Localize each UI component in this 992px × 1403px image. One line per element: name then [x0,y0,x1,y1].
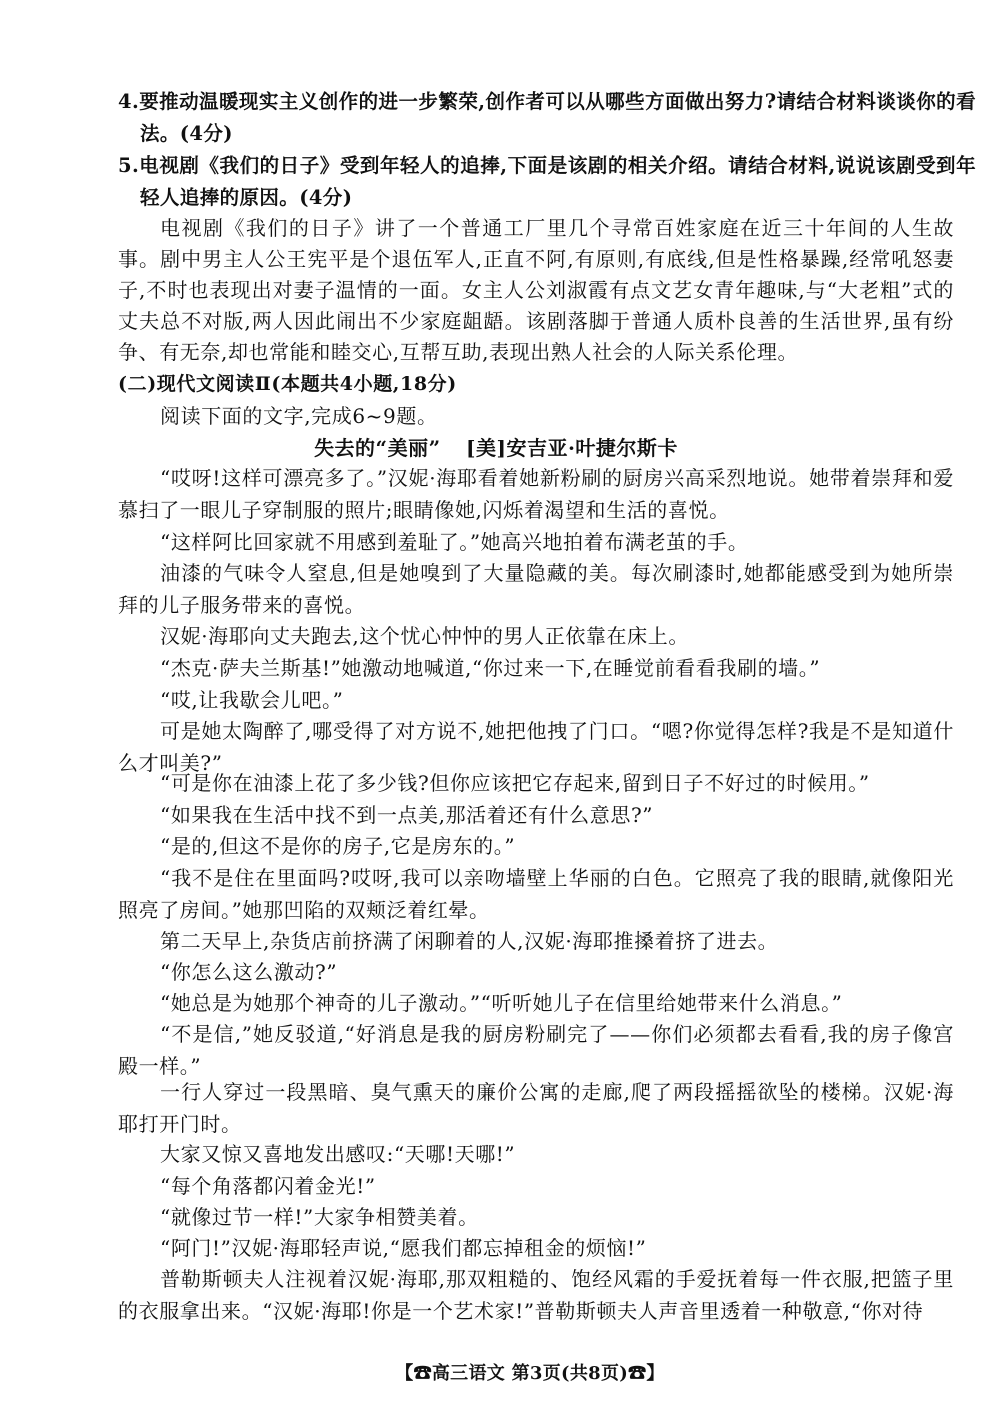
story-title-line [0,432,992,464]
story-paragraph: “哎,让我歇会儿吧。” [160,688,344,712]
page-footer: 【☎高三语文 第3页(共8页)☎】 [395,1363,665,1384]
story-paragraph: “可是你在油漆上花了多少钱?但你应该把它存起来,留到日子不好过的时候用。” [160,771,870,795]
story-paragraph: 大家又惊又喜地发出感叹:“天哪!天哪!” [160,1142,516,1166]
story-paragraph: “如果我在生活中找不到一点美,那活着还有什么意思?” [160,803,654,827]
story-paragraph: “就像过节一样!”大家争相赞美着。 [160,1205,479,1229]
story-paragraph: 可是她太陶醉了,哪受得了对方说不,她把他拽了门口。“嗯?你觉得怎样?我是不是知道什么才叫美?” [118,719,954,775]
story-paragraph: “每个角落都闪着金光!” [160,1174,376,1198]
question-5: 5.电视剧《我们的日子》受到年轻人的追捧,下面是该剧的相关介绍。请结合材料,说说该剧受到年轻人追捧的原因。(4分) [118,154,976,209]
story-paragraph: 第二天早上,杂货店前挤满了闲聊着的人,汉妮·海耶推搡着挤了进去。 [160,929,779,953]
story-paragraph: 汉妮·海耶向丈夫跑去,这个忧心忡忡的男人正依靠在床上。 [160,624,689,648]
story-paragraph: “是的,但这不是你的房子,它是房东的。” [160,834,516,858]
story-paragraph: “哎呀!这样可漂亮多了。”汉妮·海耶看着她新粉刷的厨房兴高采烈地说。她带着崇拜和爱慕扫了一眼儿子穿制服的照片;眼睛像她,闪烁着渴望和生活的喜悦。 [118,466,954,522]
story-paragraph: “阿门!”汉妮·海耶轻声说,“愿我们都忘掉租金的烦恼!” [160,1236,647,1260]
story-paragraph: “我不是住在里面吗?哎呀,我可以亲吻墙壁上华丽的白色。它照亮了我的眼睛,就像阳光照亮了房间。”她那凹陷的双颊泛着红晕。 [118,866,954,922]
reading-instruction: 阅读下面的文字,完成6~9题。 [160,404,438,428]
story-paragraph: 油漆的气味令人窒息,但是她嗅到了大量隐藏的美。每次刷漆时,她都能感受到为她所崇拜的儿子服务带来的喜悦。 [118,561,954,617]
story-title: 失去的“美丽” [314,436,441,460]
story-paragraph: 普勒斯顿夫人注视着汉妮·海耶,那双粗糙的、饱经风霜的手爱抚着每一件衣服,把篮子里的衣服拿出来。“汉妮·海耶!你是一个艺术家!”普勒斯顿夫人声音里透着一种敬意,“你对待 [118,1267,954,1323]
question-4: 4.要推动温暖现实主义创作的进一步繁荣,创作者可以从哪些方面做出努力?请结合材料谈谈你的看法。(4分) [118,90,976,145]
story-paragraph: “她总是为她那个神奇的儿子激动。”“听听她儿子在信里给她带来什么消息。” [160,991,843,1015]
story-paragraph: “你怎么这么激动?” [160,960,338,984]
story-paragraph: “杰克·萨夫兰斯基!”她激动地喊道,“你过来一下,在睡觉前看看我刷的墙。” [160,656,821,680]
section-heading: (二)现代文阅读Ⅱ(本题共4小题,18分) [118,373,457,395]
story-paragraph: 一行人穿过一段黑暗、臭气熏天的廉价公寓的走廊,爬了两段摇摇欲坠的楼梯。汉妮·海耶打开门时。 [118,1080,954,1136]
story-author: [美]安吉亚·叶捷尔斯卡 [466,436,678,460]
story-paragraph: “不是信,”她反驳道,“好消息是我的厨房粉刷完了——你们必须都去看看,我的房子像宫殿一样。” [118,1022,954,1078]
story-paragraph: “这样阿比回家就不用感到羞耻了。”她高兴地拍着布满老茧的手。 [160,530,749,554]
drama-introduction: 电视剧《我们的日子》讲了一个普通工厂里几个寻常百姓家庭在近三十年间的人生故事。剧中男主人公王宪平是个退伍军人,正直不阿,有原则,有底线,但是性格暴躁,经常吼怒妻子,不时也表现出对妻子温情的一面。女主人公刘淑霞有点文艺女青年趣味,与“大老粗”式的丈夫总不对版,两人因此闹出不少家庭龃龉。该剧落脚于普通人质朴良善的生活世界,虽有纷争、有无奈,却也常能和睦交心,互帮互助,表现出熟人社会的人际关系伦理。 [118,216,954,364]
